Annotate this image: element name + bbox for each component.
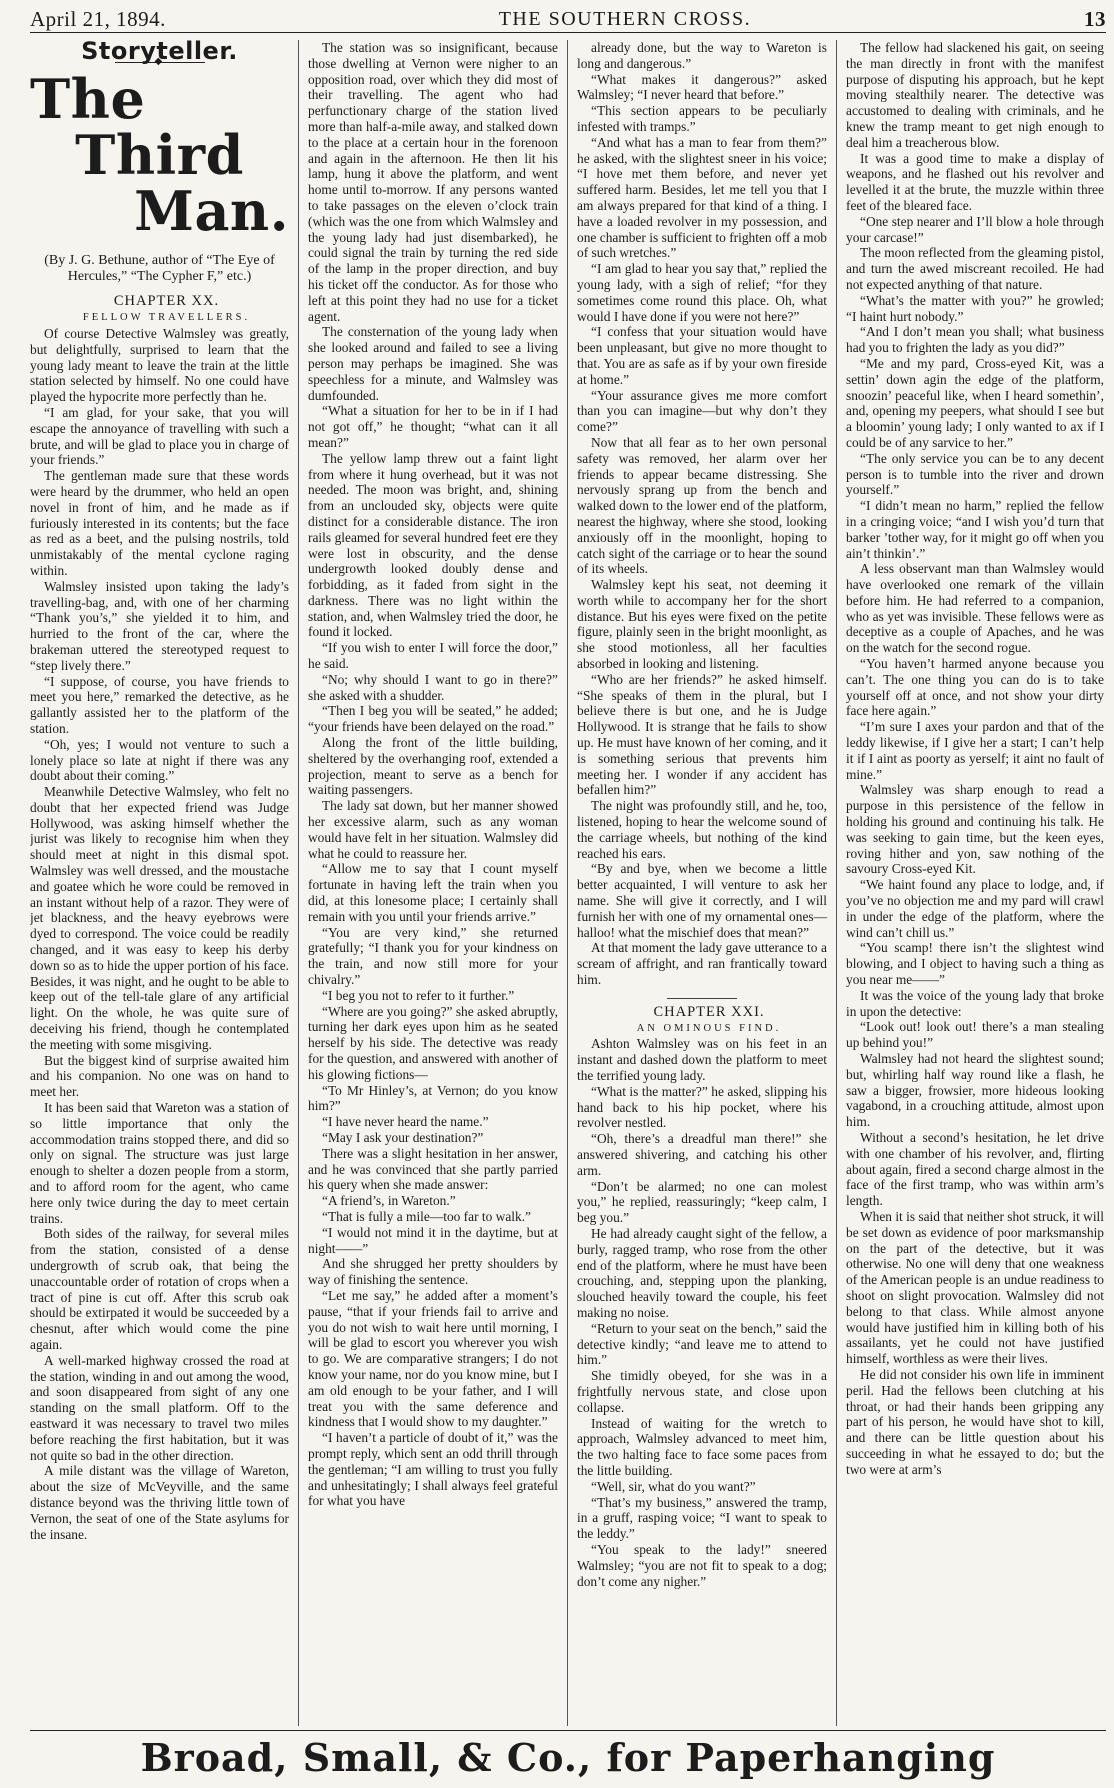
paragraph: “The only service you can be to any decent person is to tumble into the river and drown yourself.” (846, 450, 1104, 498)
paragraph: “And I don’t mean you shall; what business had you to frighten the lady as you did?” (846, 324, 1104, 356)
advertisement-banner: Broad, Small, & Co., for Paperhanging (30, 1730, 1106, 1783)
headline-line-1: The (30, 66, 146, 131)
column-1-body (30, 326, 289, 1542)
paragraph: At that moment the lady gave utterance to a scream of affright, and ran frantically toward him. (577, 940, 827, 988)
paragraph: The yellow lamp threw out a faint light from where it hung overhead, but it was not needed. The moon was bright, and, shining from an unclouded sky, objects were quite distinct for a considerable distance. The iron rails gleamed for several hundred feet ere they were lost in obscurity, and the dense undergrowth looked doubly dense and forbidding, as it faded from sight in the darkness. There was no light within the station, and, when Walmsley tried the door, he found it locked. (308, 450, 558, 640)
paragraph: “I am glad to hear you say that,” replied the young lady, with a sigh of relief; “for they sometimes come round this place. Oh, what would I have done if you were not here?” (577, 261, 827, 324)
section-heading: Storyteller. (81, 40, 238, 65)
paragraph: The fellow had slackened his gait, on seeing the man directly in front with the manifest purpose of disputing his approach, but he kept moving stealthily nearer. The detective was accustomed to dealing with criminals, and he knew the tramp meant to get nigh enough to deal him a treacherous blow. (846, 40, 1104, 150)
chapter-20-subtitle: FELLOW TRAVELLERS. (82, 312, 251, 324)
paragraph: He had already caught sight of the fellow, a burly, ragged tramp, who rose from the other end of the platform, where he must have been crouching, and, stepping upon the planking, slouched heavily toward the couple, his feet making no noise. (577, 1225, 827, 1320)
paragraph: “What a situation for her to be in if I had not got off,” he thought; “what can it all mean?” (308, 403, 558, 450)
paragraph: “Allow me to say that I count myself fortunate in having left the train when you did, at this lonesome place; I certainly shall remain with you until your friends arrive.” (308, 861, 558, 924)
paragraph: The lady sat down, but her manner showed her excessive alarm, such as any woman would have felt in her situation. Walmsley did what he could to reassure her. (308, 798, 558, 861)
paragraph: “I confess that your situation would have been unpleasant, but give no more thought to that. You are as safe as if by your own fireside at home.” (577, 324, 827, 387)
paragraph: “You speak to the lady!” sneered Walmsley; “you are not fit to speak to a dog; don’t come any nigher.” (577, 1541, 827, 1589)
paragraph: “I am glad, for your sake, that you will escape the annoyance of travelling with such a brute, and will be glad to place you in charge of your friends.” (30, 404, 289, 468)
headline-line-2: Third (75, 122, 244, 187)
paragraph: “I have never heard the name.” (322, 1114, 489, 1130)
column-4-body (846, 40, 1104, 1478)
chapter-21-subtitle: AN OMINOUS FIND. (636, 1022, 782, 1034)
paragraph: Ashton Walmsley was on his feet in an instant and dashed down the platform to meet the terrified young lady. (577, 1036, 827, 1083)
paragraph: “By and bye, when we become a little better acquainted, I will venture to ask her name. She will give it correctly, and I will furnish her with one of my ornamental ones—halloo! what the mischief does that mean?” (577, 861, 827, 940)
paragraph: “What is the matter?” he asked, slipping his hand back to his hip pocket, where his revolver nestled. (577, 1083, 827, 1131)
paragraph: “What’s the matter with you?” he growled; “I haint hurt nobody.” (846, 292, 1104, 324)
column-2 (299, 40, 568, 1726)
paragraph: “Where are you going?” she asked abruptly, turning her dark eyes upon him as he seated herself by his side. The detective was ready for the question, and answered with another of his glowing fictions— (308, 1003, 558, 1082)
paragraph: “Who are her friends?” he asked himself. “She speaks of them in the plural, but I believe there is but one, and he is Judge Hollywood. It is strange that he fails to show up. He must have known of her coming, and it is something serious that prevents him meeting her. I wonder if any accident has befallen him?” (577, 671, 827, 798)
paragraph: “If you wish to enter I will force the door,” he said. (308, 640, 558, 672)
paragraph: He did not consider his own life in imminent peril. Had the fellows been clutching at his throat, or had their hands been gripping any part of his person, he would have shot to kill, and there can be little question about his succeeding in what he essayed to do; but the two were at arm’s (846, 1366, 1104, 1477)
paragraph: Along the front of the little building, sheltered by the overhanging roof, extended a projection, meant to serve as a bench for waiting passengers. (308, 735, 558, 798)
paragraph: already done, but the way to Wareton is long and dangerous.” (577, 40, 827, 71)
paragraph: “May I ask your destination?” (322, 1129, 484, 1145)
column-2-body (308, 40, 558, 1509)
paragraph: “You scamp! there isn’t the slightest wind blowing, and I object to having such a thing as you near me——” (846, 940, 1104, 988)
paragraph: “No; why should I want to go in there?” she asked with a shudder. (308, 671, 558, 703)
paragraph: Now that all fear as to her own personal safety was removed, her alarm over her friends to appear became distressing. She nervously sprang up from the bench and walked down to the lower end of the platform, nearest the highway, where she stood, looking anxiously off in the moonlight, hoping to catch sight of the carriage or to hear the sound of its wheels. (577, 434, 827, 577)
chapter-divider (667, 998, 737, 999)
paragraph: “Let me say,” he added after a moment’s pause, “that if your friends fail to arrive and you do not wish to wait here until morning, I will be glad to escort you wherever you wish to go. We are comparative strangers; I do not know your name, nor do you know mine, but I am old enough to be your father, and I will treat you with the same deference and kindness that I would show to my daughter.” (308, 1287, 558, 1430)
paragraph: Walmsley insisted upon taking the lady’s travelling-bag, and, with one of her charming “Thank you’s,” she yielded it to him, and hurried to the front of the car, where the brakeman uttered the stereotyped request to “step lively there.” (30, 578, 289, 673)
paragraph: Walmsley was sharp enough to read a purpose in this persistence of the fellow in holding his ground and continuing his talk. He was seeking to gain time, but the keen eyes, roving hither and yon, saw nothing of the savoury Cross-eyed Kit. (846, 782, 1104, 877)
ornament-rule (115, 62, 205, 63)
paragraph: “Then I beg you will be seated,” he added; “your friends have been delayed on the road.” (308, 703, 558, 735)
paragraph: “I beg you not to refer to it further.” (322, 987, 515, 1003)
paragraph: Walmsley had not heard the slightest sound; but, whirling half way round like a flash, he saw a bigger, frowsier, more hideous looking vagabond, in a crouching attitude, almost upon him. (846, 1051, 1104, 1130)
paragraph: Of course Detective Walmsley was greatly, but delightfully, surprised to learn that the young lady meant to leave the train at the little station selected by himself. No one could have played the hypocrite more perfectly than he. (30, 325, 289, 405)
paragraph: “That’s my business,” answered the tramp, in a gruff, rasping voice; “I want to speak to the leddy.” (577, 1494, 827, 1542)
paragraph: “I haven’t a particle of doubt of it,” was the prompt reply, which sent an odd thrill through the gentleman; “I am willing to trust you fully and unhesitatingly; I shall always feel grateful for what you have (308, 1430, 558, 1509)
paragraph: “To Mr Hinley’s, at Vernon; do you know him?” (308, 1082, 558, 1114)
newspaper-title: THE SOUTHERN CROSS. (498, 7, 752, 30)
paragraph: Instead of waiting for the wretch to approach, Walmsley advanced to meet him, the two halting face to face some paces from the little building. (577, 1415, 827, 1478)
byline: (By J. G. Bethune, author of “The Eye of Hercules,” “The Cypher F,” etc.) (44, 252, 275, 284)
paragraph: The station was so insignificant, because those dwelling at Vernon were nigher to an opposition road, over which they did most of their travelling. The agent who had perfunctionary charge of the station lived more than half-a-mile away, and stalked down to the place at a certain hour in the forenoon and again in the afternoon. He then lit his lamp, hung it above the platform, and went home until to-morrow. If any persons wanted to take passages on the eleven o’clock train (which was the one from which Walmsley and the young lady had just disembarked), he could signal the train by turning the red side of the lamp in the proper direction, and buy his ticket off the conductor. As for those who left at this point they had no use for a ticket agent. (308, 40, 558, 324)
paragraph: It was the voice of the young lady that broke in upon the detective: (846, 987, 1104, 1019)
paragraph: The consternation of the young lady when she looked around and failed to see a living person may perhaps be imagined. She was speechless for a minute, and Walmsley was dumfounded. (308, 324, 558, 403)
story-headline (30, 66, 289, 243)
paragraph: Walmsley kept his seat, not deeming it worth while to accompany her for the short distance. But his eyes were fixed on the petite figure, plainly seen in the bright moonlight, as she stood motionless, all her faculties absorbed in looking and listening. (577, 577, 827, 672)
paragraph: “What makes it dangerous?” asked Walmsley; “I never heard that before.” (577, 71, 827, 103)
paragraph: “A friend’s, in Wareton.” (322, 1193, 456, 1209)
paragraph: The gentleman made sure that these words were heard by the drummer, who held an open novel in front of him, and he made as if furiously interested in its contents; but the face as red as a beet, and the pulsing nostrils, told unmistakably of the mental cyclone raging within. (30, 468, 289, 578)
column-3 (568, 40, 837, 1726)
masthead (30, 6, 1106, 33)
paragraph: “You haven’t harmed anyone because you can’t. The one thing you can do is to take yourself off at once, and not show your dirty face here again.” (846, 656, 1104, 719)
chapter-20-title: CHAPTER XX. (113, 293, 220, 310)
paragraph: “I suppose, of course, you have friends to meet you here,” remarked the detective, as he gallantly assisted her to the platform of the station. (30, 673, 289, 736)
paragraph: “Return to your seat on the bench,” said the detective kindly; “and leave me to attend to him.” (577, 1320, 827, 1368)
paragraph: It has been said that Wareton was a station of so little importance that only the accommodation trains stopped there, and did so only on signal. The structure was just large enough to shelter a dozen people from a storm, and to afford room for the agent, who came here only twice during the day to meet certain trains. (30, 1100, 289, 1226)
paragraph: The night was profoundly still, and he, too, listened, hoping to hear the welcome sound of the carriage wheels, but nothing of the kind reached his ears. (577, 798, 827, 861)
paragraph: A less observant man than Walmsley would have overlooked one remark of the villain before him. He had referred to a companion, who as yet was invisible. These fellows were as deceptive as a couple of Apaches, and he was on the watch for the second rogue. (846, 561, 1104, 656)
paragraph: Meanwhile Detective Walmsley, who felt no doubt that her expected friend was Judge Hollywood, was asking himself whether the jurist was likely to recognise him when they should meet at night in this dismal spot. Walmsley was well dressed, and the moustache and goatee which he wore could be removed in an instant without help of a razor. They were of jet blackness, and the heavy eyebrows were dyed to correspond. The voice could be readily changed, and it was easy to keep his derby down so as to hide the upper portion of his face. Besides, it was night, and he ought to be able to keep out of the tell-tale glare of any artificial light. On the whole, he was quite sure of deceiving his friend, though he contemplated the meeting with some misgiving. (30, 784, 289, 1052)
paragraph: “Oh, there’s a dreadful man there!” she answered shivering, and catching his other arm. (577, 1131, 827, 1178)
column-1 (30, 40, 299, 1726)
paragraph: She timidly obeyed, for she was in a frightfully nervous state, and close upon collapse. (577, 1368, 827, 1415)
paragraph: “You are very kind,” she returned gratefully; “I thank you for your kindness on the train, and now still more for your chivalry.” (308, 924, 558, 988)
paragraph: “Don’t be alarmed; no one can molest you,” he replied, reassuringly; “keep calm, I beg you.” (577, 1178, 827, 1226)
paragraph: And she shrugged her pretty shoulders by way of finishing the sentence. (308, 1256, 558, 1288)
paragraph: But the biggest kind of surprise awaited him and his companion. No one was on hand to meet her. (30, 1052, 289, 1100)
paragraph: “I’m sure I axes your pardon and that of the leddy likewise, if I give her a start; I can’t help it if I aint as poorty as yerself; it aint no fault of mine.” (846, 719, 1104, 782)
paragraph: “Well, sir, what do you want?” (591, 1478, 756, 1494)
paragraph: There was a slight hesitation in her answer, and he was convinced that she partly parried his query when she made answer: (308, 1145, 558, 1193)
paragraph: “Me and my pard, Cross-eyed Kit, was a settin’ down agin the edge of the platform, snoozin’ peaceful like, when I heard somethin’, and, opening my peepers, what should I see but a bloomin’ young lady; I only wanted to ax if I could be of any sarvice to her.” (846, 355, 1104, 450)
paragraph: “And what has a man to fear from them?” he asked, with the slightest sneer in his voice; “I hove met them before, and never yet suffered harm. Besides, let me tell you that I am always prepared for that kind of a thing. I have a loaded revolver in my possession, and one chamber is sufficient to frighten off a mob of such wretches.” (577, 134, 827, 261)
paragraph: “Look out! look out! there’s a man stealing up behind you!” (846, 1019, 1104, 1051)
column-3-body-top (577, 40, 827, 988)
paragraph: “I would not mind it in the daytime, but at night——” (308, 1224, 558, 1256)
paragraph: When it is said that neither shot struck, it will be set down as evidence of poor marksmanship on the part of the detective, but it was otherwise. No one will deny that one weakness of the American people is an undue readiness to shoot on slight provocation. Walmsley did not belong to that class. While almost anyone would have justified him in killing both of his assailants, yet he could not have justified himself, worthless as were their lives. (846, 1208, 1104, 1367)
headline-line-3: Man. (134, 178, 289, 243)
chapter-21-title: CHAPTER XXI. (653, 1003, 765, 1020)
paragraph: A mile distant was the village of Wareton, about the size of McVeyville, and the same distance beyond was the thriving little town of Vernon, the seat of one of the State asylums for the insane. (30, 1463, 289, 1542)
paragraph: “I didn’t mean no harm,” replied the fellow in a cringing voice; “and I wish you’d turn that barker ’tother way, for it might go off when you ain’t thinkin’.” (846, 498, 1104, 561)
page-number: 13 (1084, 6, 1106, 31)
paragraph: It was a good time to make a display of weapons, and he flashed out his revolver and levelled it at the brute, the muzzle within three feet of the bleared face. (846, 150, 1104, 213)
column-4 (837, 40, 1106, 1726)
paragraph: “That is fully a mile—too far to walk.” (322, 1208, 531, 1224)
paragraph: Both sides of the railway, for several miles from the station, consisted of a dense undergrowth of scrub oak, that being the unaccountable order of rotation of crops when a tract of pine is cut off. After this scrub oak should be extirpated it would be succeeded by a chesnut, after which would come the pine again. (30, 1226, 289, 1352)
paragraph: “We haint found any place to lodge, and, if you’ve no objection me and my pard will crawl in under the edge of the platform, where the wind can’t chill us.” (846, 877, 1104, 940)
paragraph: Without a second’s hesitation, he let drive with one chamber of his revolver, and, flirting about again, fired a second charge almost in the face of the first tramp, who was within arm’s length. (846, 1129, 1104, 1209)
paragraph: A well-marked highway crossed the road at the station, winding in and out among the wood, and soon disappeared from sight of any one standing on the small platform. Off to the eastward it was necessary to travel two miles before reaching the first habitation, but it was not quite so bad in the other direction. (30, 1352, 289, 1463)
paragraph: “This section appears to be peculiarly infested with tramps.” (577, 103, 827, 134)
paragraph: “One step nearer and I’ll blow a hole through your carcase!” (846, 213, 1104, 245)
article-columns (30, 40, 1106, 1726)
column-3-body-bottom (577, 1036, 827, 1589)
issue-date: April 21, 1894. (30, 6, 166, 31)
paragraph: “Oh, yes; I would not venture to such a lonely place so late at night if there was any doubt about their coming.” (30, 736, 289, 784)
paragraph: The moon reflected from the gleaming pistol, and turn the awed miscreant recoiled. He had not expected anything of that nature. (846, 245, 1104, 292)
paragraph: “Your assurance gives me more comfort than you can imagine—but why don’t they come?” (577, 387, 827, 435)
